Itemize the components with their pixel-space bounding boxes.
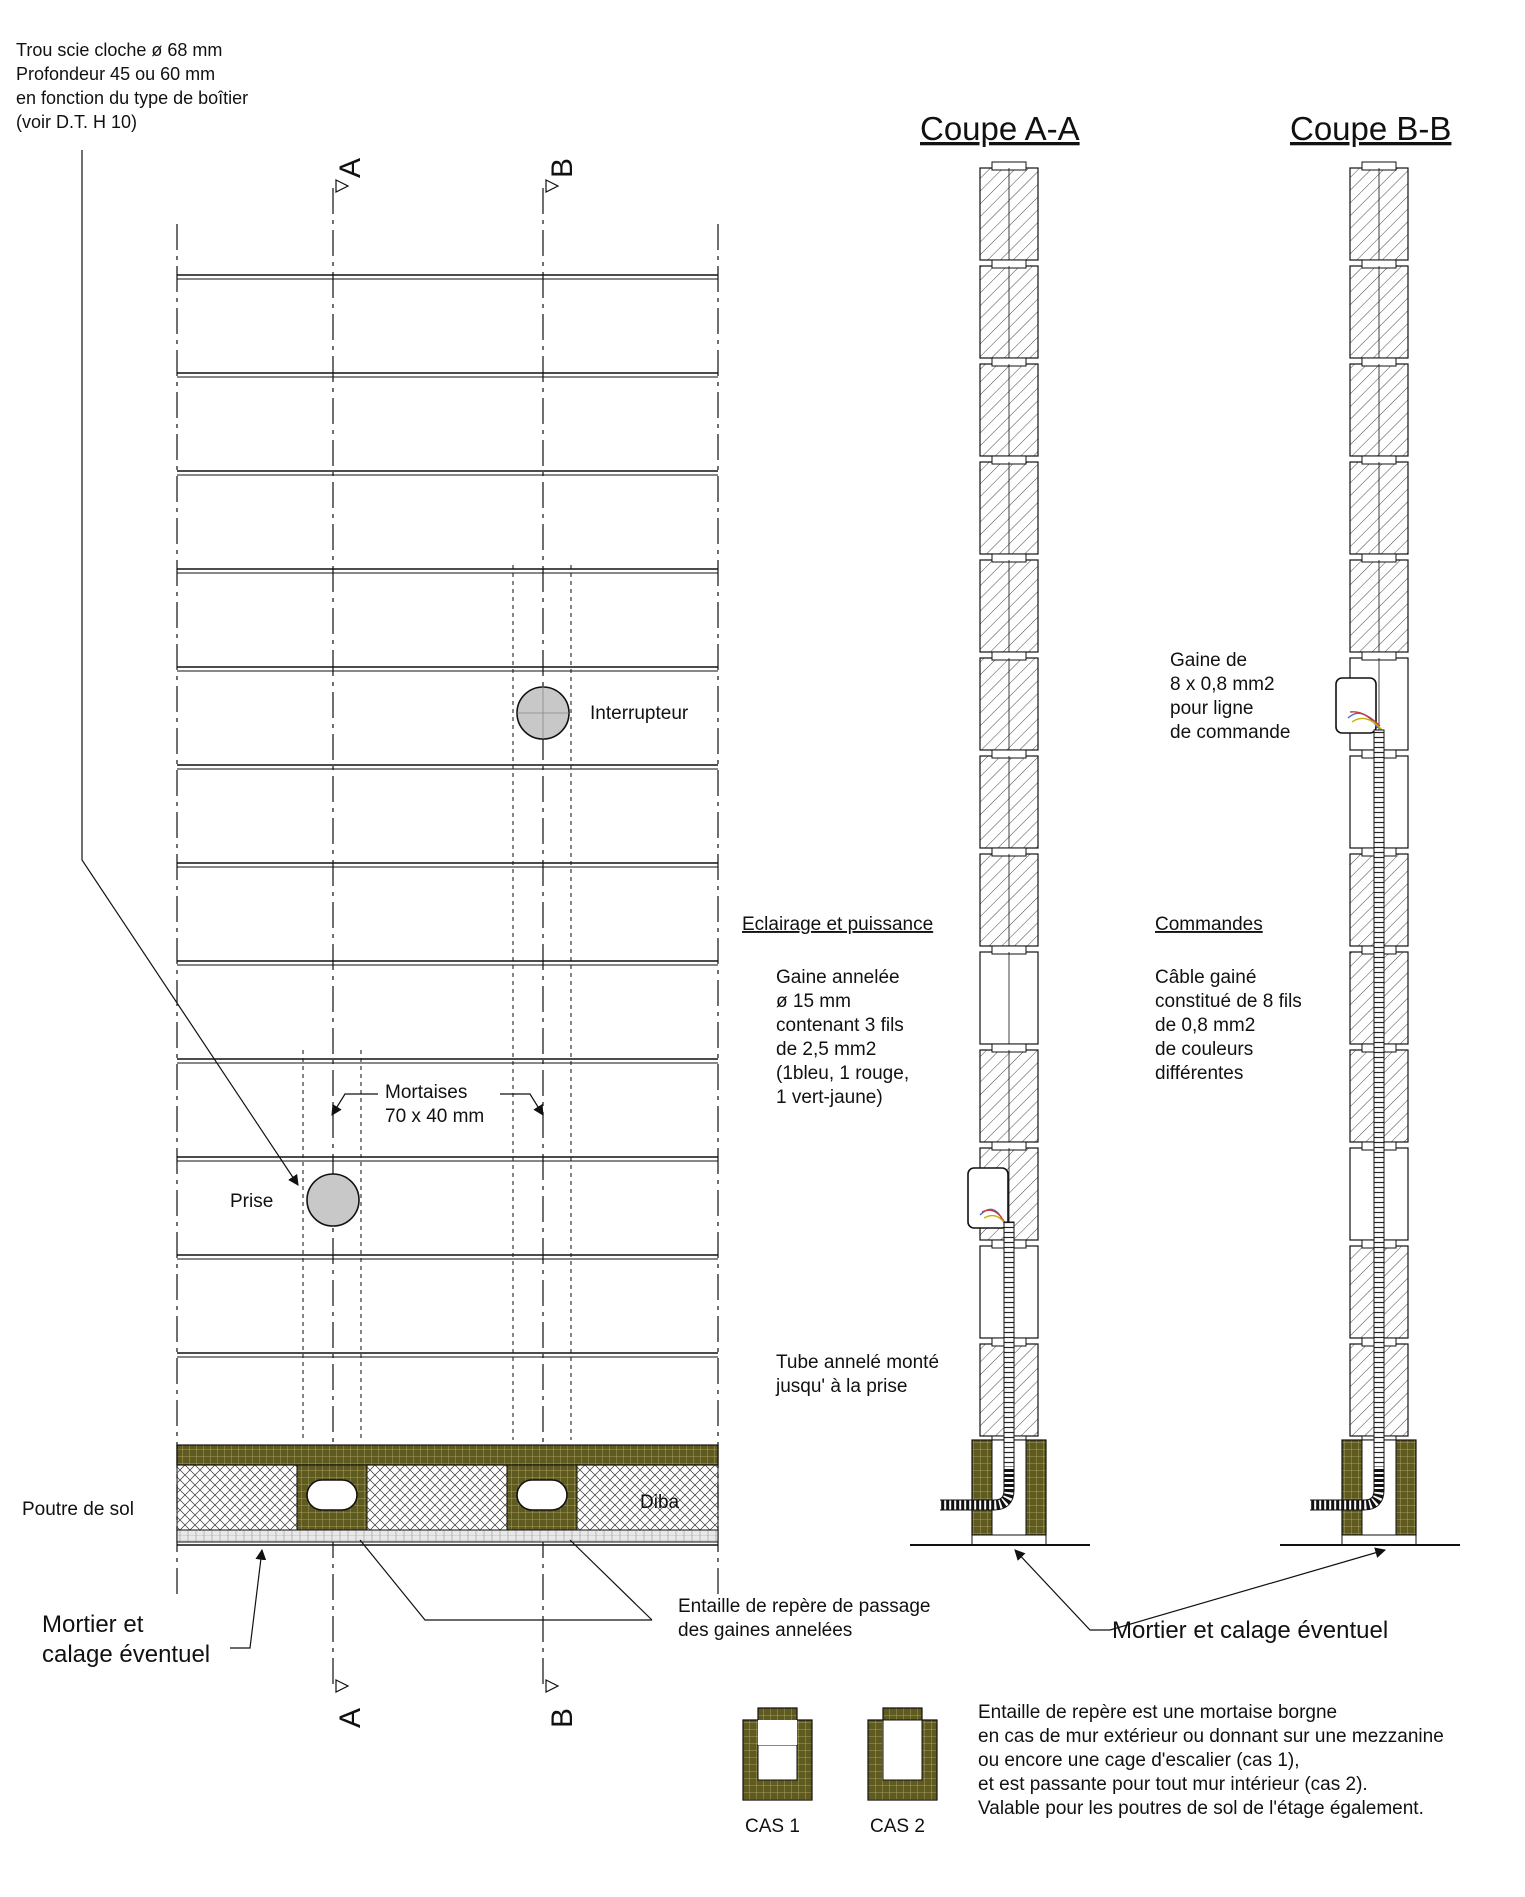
eclairage-line: 1 vert-jaune) xyxy=(776,1087,883,1108)
label-tube-2: jusqu' à la prise xyxy=(776,1376,908,1397)
commandes-description xyxy=(1155,967,1302,1084)
section-board xyxy=(1350,358,1408,456)
eclairage-line: ø 15 mm xyxy=(776,991,851,1012)
label-mortier-left-2: calage éventuel xyxy=(42,1641,211,1668)
floor-beam xyxy=(177,1445,718,1545)
section-board xyxy=(1350,456,1408,554)
label-diba: Diba xyxy=(640,1492,680,1513)
section-mark-a-bottom: A xyxy=(334,1707,367,1728)
socket-box xyxy=(307,1174,359,1226)
note-trou-line-2: Profondeur 45 ou 60 mm xyxy=(16,64,216,84)
label-entaille-2: des gaines annelées xyxy=(678,1620,853,1641)
label-mortaises-2: 70 x 40 mm xyxy=(385,1106,485,1127)
section-board xyxy=(1350,260,1408,358)
switch-box xyxy=(517,687,569,739)
eclairage-line: (1bleu, 1 rouge, xyxy=(776,1063,910,1084)
beam-cases xyxy=(743,1702,1444,1837)
entaille-desc-line: Entaille de repère est une mortaise borgne xyxy=(978,1702,1338,1723)
eclairage-line: contenant 3 fils xyxy=(776,1015,904,1036)
label-cas-1: CAS 1 xyxy=(745,1816,800,1837)
section-board xyxy=(980,848,1038,946)
section-board xyxy=(980,750,1038,848)
label-tube-1: Tube annelé monté xyxy=(776,1352,940,1373)
board-joint xyxy=(177,1353,718,1357)
board-joint xyxy=(177,569,718,573)
entaille-desc-line: Valable pour les poutres de sol de l'étage également. xyxy=(978,1798,1424,1819)
commandes-line: de 0,8 mm2 xyxy=(1155,1015,1256,1036)
label-poutre-de-sol: Poutre de sol xyxy=(22,1499,134,1520)
section-board xyxy=(980,946,1038,1044)
section-mark-b-bottom: B xyxy=(546,1707,579,1728)
label-mortaises-1: Mortaises xyxy=(385,1082,468,1103)
eclairage-line: de 2,5 mm2 xyxy=(776,1039,877,1060)
board-joint xyxy=(177,863,718,867)
entaille-desc-line: en cas de mur extérieur ou donnant sur une mezzanine xyxy=(978,1726,1444,1747)
case-1-beam xyxy=(743,1708,812,1800)
eclairage-description xyxy=(776,967,909,1108)
gaine-cmd-line: 8 x 0,8 mm2 xyxy=(1170,674,1275,695)
wall-elevation xyxy=(16,40,930,1728)
board-joint xyxy=(177,765,718,769)
gaine-commande-note xyxy=(1170,650,1290,743)
board-joint xyxy=(177,373,718,377)
section-board xyxy=(980,358,1038,456)
title-coupe-a: Coupe A-A xyxy=(920,110,1080,147)
label-interrupteur: Interrupteur xyxy=(590,703,689,724)
eclairage-line: Gaine annelée xyxy=(776,967,900,988)
section-board xyxy=(980,456,1038,554)
note-trou-line-3: en fonction du type de boîtier xyxy=(16,88,249,108)
commandes-line: constitué de 8 fils xyxy=(1155,991,1302,1012)
title-coupe-b: Coupe B-B xyxy=(1290,110,1452,147)
entaille-explanation xyxy=(978,1702,1444,1819)
section-board xyxy=(980,1044,1038,1142)
board-joint xyxy=(177,961,718,965)
section-board xyxy=(980,554,1038,652)
board-joint xyxy=(177,1059,718,1063)
note-trou-line-4: (voir D.T. H 10) xyxy=(16,112,138,132)
section-board xyxy=(980,652,1038,750)
wall-sections xyxy=(742,110,1460,1644)
entaille-desc-line: et est passante pour tout mur intérieur (cas 2). xyxy=(978,1774,1368,1795)
label-mortier-left-1: Mortier et xyxy=(42,1611,144,1638)
title-commandes: Commandes xyxy=(1155,914,1263,935)
board-joint xyxy=(177,471,718,475)
board-joint xyxy=(177,1255,718,1259)
label-entaille-1: Entaille de repère de passage xyxy=(678,1596,931,1617)
entaille-desc-line: ou encore une cage d'escalier (cas 1), xyxy=(978,1750,1300,1771)
label-cas-2: CAS 2 xyxy=(870,1816,925,1837)
gaine-cmd-line: pour ligne xyxy=(1170,698,1254,719)
board-joint xyxy=(177,667,718,671)
gaine-cmd-line: de commande xyxy=(1170,722,1291,743)
commandes-line: de couleurs xyxy=(1155,1039,1254,1060)
section-mark-a-top: A xyxy=(334,157,367,178)
commandes-line: Câble gainé xyxy=(1155,967,1257,988)
label-prise: Prise xyxy=(230,1191,274,1212)
section-board xyxy=(1350,162,1408,260)
gaine-cmd-line: Gaine de xyxy=(1170,650,1248,671)
label-mortier-right: Mortier et calage éventuel xyxy=(1112,1617,1389,1644)
section-mark-b-top: B xyxy=(546,157,579,178)
commandes-line: différentes xyxy=(1155,1063,1244,1084)
section-board xyxy=(1350,554,1408,652)
case-2-beam xyxy=(868,1708,937,1800)
section-board xyxy=(980,260,1038,358)
title-eclairage: Eclairage et puissance xyxy=(742,914,934,935)
section-board xyxy=(980,162,1038,260)
board-joint xyxy=(177,275,718,279)
board-joint xyxy=(177,1157,718,1161)
note-trou-line-1: Trou scie cloche ø 68 mm xyxy=(16,40,223,60)
